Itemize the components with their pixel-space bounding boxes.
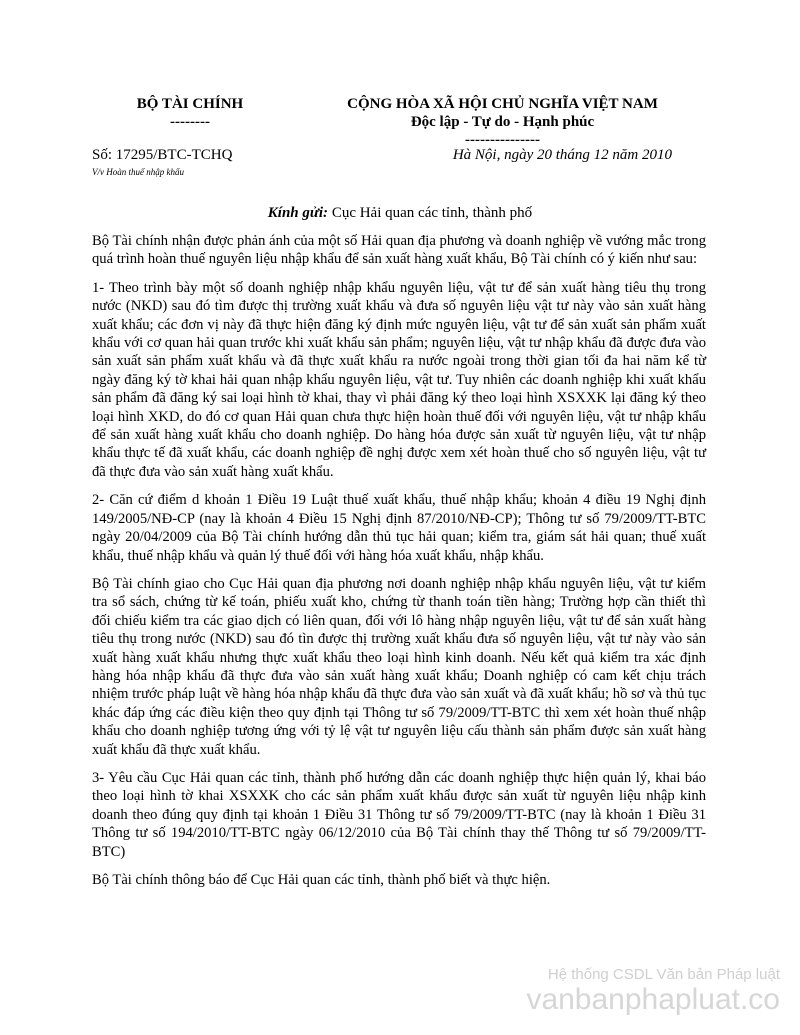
recipient-label: Kính gửi: — [267, 205, 329, 221]
motto-separator: --------------- — [465, 132, 540, 148]
recipient-line — [0, 205, 800, 222]
body-paragraph: 3- Yêu cầu Cục Hải quan các tỉnh, thành phố hướng dẫn các doanh nghiệp thực hiện quản lý, khai báo theo loại hình tờ khai XSXXK cho các sản phẩm xuất khẩu được sản xuất từ nguyên liệu nhập kinh doanh theo đúng quy định tại khoản 1 Điều 31 Thông tư số 79/2009/TT-BTC (nay là khoản 1 Điều 31 Thông tư số 194/2010/TT-BTC ngày 06/12/2010 của Bộ Tài chính thay thế Thông tư số 79/2009/TT-BTC) — [92, 769, 706, 860]
country-name: CỘNG HÒA XÃ HỘI CHỦ NGHĨA VIỆT NAM — [347, 96, 658, 112]
national-title — [300, 95, 705, 149]
issuing-authority — [85, 95, 295, 131]
document-date: Hà Nội, ngày 20 tháng 12 năm 2010 — [452, 147, 672, 163]
watermark-site: vanbanphapluat.co — [526, 983, 780, 1016]
body-paragraph: 1- Theo trình bày một số doanh nghiệp nhập khẩu nguyên liệu, vật tư để sản xuất hàng tiêu thụ trong nước (NKD) sau đó tìm được thị trường xuất khẩu và đưa số nguyên liệu vật tư này vào sản xuất hàng xuất khẩu; các đơn vị này đã thực hiện đăng ký định mức nguyên liệu, vật tư để sản xuất sản phẩm xuất khẩu với cơ quan hải quan trước khi xuất khẩu sản phẩm; nguyên liệu, vật tư nhập khẩu đã được đưa vào sản xuất sản phẩm xuất khẩu và đã thực xuất khẩu ra nước ngoài trong thời gian tối đa hai năm kể từ ngày đăng ký tờ khai hải quan nhập khẩu nguyên liệu, vật tư. Tuy nhiên các doanh nghiệp khi xuất khẩu sản phẩm đã đăng ký sai loại hình tờ khai, thay vì phải đăng ký theo loại hình XSXXK lại đăng ký theo loại hình XKD, do đó cơ quan Hải quan chưa thực hiện hoàn thuế đối với nguyên liệu, vật tư nhập khẩu để sản xuất hàng xuất khẩu cho doanh nghiệp. Do hàng hóa được sản xuất từ nguyên liệu, vật tư nhập khẩu thực tế đã xuất khẩu, các doanh nghiệp đề nghị được xem xét hoàn thuế cho số nguyên liệu, vật tư đã thực đưa vào sản xuất hàng xuất khẩu. — [92, 279, 706, 480]
body-paragraph: Bộ Tài chính giao cho Cục Hải quan địa phương nơi doanh nghiệp nhập khẩu nguyên liệu, vật tư kiểm tra sổ sách, chứng từ kế toán, phiếu xuất kho, chứng từ thanh toán tiền hàng; Trường hợp cần thiết thì đối chiếu kiểm tra các giao dịch có liên quan, đối với lô hàng nhập nguyên liệu, vật tư để sản xuất hàng tiêu thụ trong nước (NKD) sau đó tìn được thị trường xuất khẩu đưa số nguyên liệu, vật tư này vào sản xuất hàng xuất khẩu nhưng thực xuất khẩu theo loại hình kinh doanh. Nếu kết quả kiểm tra xác định hàng hóa nhập khẩu đã thực đưa vào sản xuất hàng xuất khẩu; Doanh nghiệp có cam kết chịu trách nhiệm trước pháp luật về hàng hóa nhập khẩu đã thực đưa vào sản xuất và đã xuất khẩu; hồ sơ và thủ tục khác đáp ứng các điều kiện theo quy định tại Thông tư số 79/2009/TT-BTC thì xem xét hoàn thuế nhập khẩu cho doanh nghiệp tương ứng với tỷ lệ vật tư nguyên liệu cấu thành sản phẩm được sản xuất hàng xuất khẩu đã thực xuất khẩu. — [92, 575, 706, 758]
org-name: BỘ TÀI CHÍNH — [136, 96, 244, 112]
document-subject: V/v Hoàn thuế nhập khẩu — [92, 167, 184, 177]
recipient-name: Cục Hải quan các tỉnh, thành phố — [328, 205, 533, 221]
motto: Độc lập - Tự do - Hạnh phúc — [410, 114, 595, 130]
document-body — [92, 232, 706, 899]
body-paragraph: Bộ Tài chính thông báo để Cục Hải quan các tỉnh, thành phố biết và thực hiện. — [92, 872, 551, 888]
body-paragraph: Bộ Tài chính nhận được phản ánh của một số Hải quan địa phương và doanh nghiệp về vướng mắc trong quá trình hoàn thuế nguyên liệu nhập khẩu để sản xuất hàng xuất khẩu, Bộ Tài chính có ý kiến như sau: — [92, 233, 706, 268]
org-separator: -------- — [170, 114, 210, 130]
watermark-caption: Hệ thống CSDL Văn bản Pháp luật — [547, 966, 780, 983]
document-number: Số: 17295/BTC-TCHQ — [92, 147, 233, 163]
body-paragraph: 2- Căn cứ điểm d khoản 1 Điều 19 Luật thuế xuất khẩu, thuế nhập khẩu; khoản 4 điều 19 Nghị định 149/2005/NĐ-CP (nay là khoản 4 Điều 15 Nghị định 87/2010/NĐ-CP); Thông tư số 79/2009/TT-BTC ngày 20/04/2009 của Bộ Tài chính hướng dẫn thủ tục hải quan; kiểm tra, giám sát hải quan; thuế xuất khẩu, thuế nhập khẩu và quản lý thuế đối với hàng hóa xuất khẩu, nhập khẩu. — [92, 492, 706, 564]
